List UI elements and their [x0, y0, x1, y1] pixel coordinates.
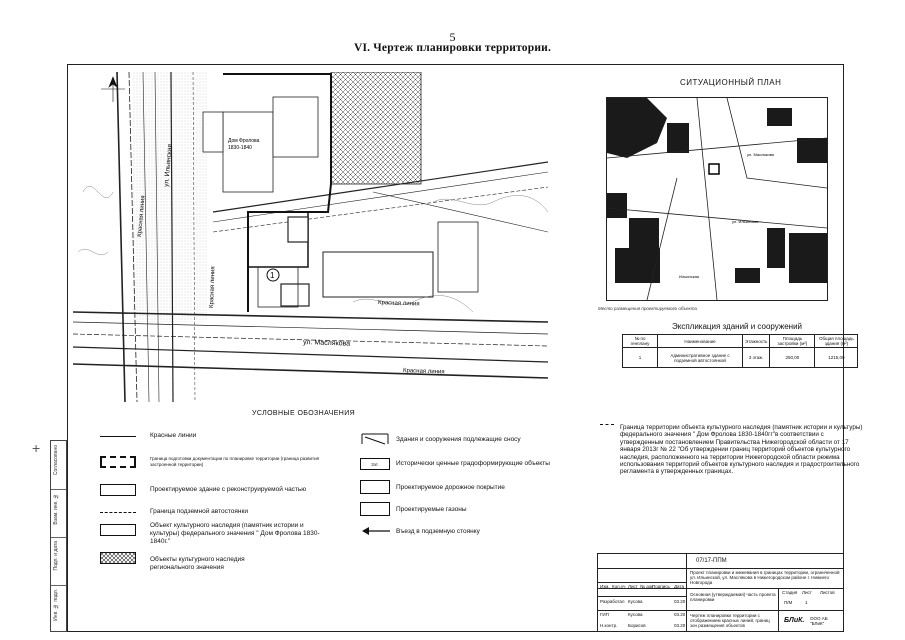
sign-date: 03.20 — [674, 599, 686, 604]
situation-label: ул. Маслякова — [747, 152, 774, 157]
legend-item-heritage-federal: Объект культурного наследия (памятник истории и культуры) федерального значения " Дом Фролова 1830-1840г." — [150, 522, 320, 545]
table-header: Площадь застройки (м²) — [770, 335, 815, 348]
situation-plan-map — [606, 97, 828, 301]
heritage-hatched-area — [331, 72, 421, 184]
heritage-regional-symbol — [100, 552, 136, 564]
signer-name: Борисов — [628, 623, 646, 628]
table-header: Этажность — [743, 335, 770, 348]
legend-item-lawns: Проектируемые газоны — [396, 506, 467, 513]
heritage-territory-symbol — [600, 424, 614, 425]
road-symbol — [360, 480, 390, 494]
col-header: Лист — [628, 584, 638, 589]
legend-item-road: Проектируемое дорожное покрытие — [396, 484, 505, 491]
legend-item-red-lines: Красные линии — [150, 432, 197, 439]
building-label: Дом Фролова — [228, 138, 260, 144]
site-plan-drawing — [73, 72, 548, 402]
signer-role: Н.контр. — [600, 623, 618, 628]
table-header: Общая площадь здания (м²) — [815, 335, 858, 348]
street-label: Красная линия — [137, 195, 147, 238]
stamp-field: Подп. и дата — [53, 541, 59, 571]
table-row — [623, 348, 858, 368]
situation-label: Ильинская — [679, 274, 699, 279]
entry-arrow-icon — [360, 524, 392, 538]
sign-date: 03.20 — [674, 623, 686, 628]
situation-label: ул. Ильинская — [732, 219, 759, 224]
table-cell: 250,00 — [770, 348, 815, 368]
col-header: № док — [640, 584, 654, 589]
legend-item-boundary: Граница подготовки документации по планировке территории (граница развития застроенной территории) — [150, 456, 320, 467]
legend-item-historic: Исторически ценные градоформирующие объекты — [396, 460, 550, 467]
company-name: ООО АБ "БЛиК" — [810, 616, 828, 626]
stamp-field: Взам. инв. № — [53, 493, 59, 525]
legend-title: УСЛОВНЫЕ ОБОЗНАЧЕНИЯ — [252, 410, 356, 417]
legend-item-reconstructed: Проектируемое здание с реконструируемой частью — [150, 486, 307, 493]
company-logo: БЛиК. — [784, 617, 805, 624]
explication-table — [622, 334, 858, 368]
drawing-name: Чертеж планировки территории с отображением красных линий, границ зон размещения объектов — [690, 613, 770, 628]
sheet-name: Основная (утверждаемая) часть проекта планировки — [690, 592, 776, 602]
doc-code: 07/17-ППМ — [696, 558, 727, 564]
table-cell: Административное здание с подземной автостоянкой — [658, 348, 743, 368]
street-label: Красная линия — [402, 368, 445, 376]
signer-role: ГИП — [600, 612, 609, 617]
left-side-stamp — [50, 440, 67, 632]
lawns-symbol — [360, 502, 390, 516]
sheet-value: 1 — [805, 600, 808, 605]
signer-name: Кусова — [628, 599, 643, 604]
street-label: ул. Ильинская — [163, 143, 174, 188]
parking-boundary-symbol — [100, 512, 136, 513]
table-cell: 1215,00 — [815, 348, 858, 368]
table-header: № по генплану — [623, 335, 658, 348]
legend-item-demolition: Здания и сооружения подлежащие сносу — [396, 436, 521, 443]
stage-header: Стадия — [782, 590, 798, 595]
building-label: 1830-1840 — [228, 145, 252, 151]
legend-item-entry: Въезд в подземную стоянку — [396, 528, 480, 535]
col-header: Кол.уч — [612, 584, 626, 589]
stamp-field: Согласовано — [53, 445, 59, 476]
demolition-symbol — [360, 432, 390, 446]
table-header: Наименование — [658, 335, 743, 348]
table-cell: 3 этаж. — [743, 348, 770, 368]
sheet-header: Лист — [802, 590, 812, 595]
situation-plan-caption: Место размещения проектируемого объекта — [598, 306, 697, 311]
parcel-number: 1 — [270, 271, 275, 280]
street-label: Красная линия — [209, 266, 217, 309]
red-line-symbol — [100, 436, 136, 437]
page-heading: VI. Чертеж планировки территории. — [353, 42, 552, 54]
legend-item-heritage-regional: Объекты культурного наследия регионального значения — [150, 556, 245, 571]
stamp-field: Инв. № подл. — [53, 589, 59, 621]
table-cell: 1 — [623, 348, 658, 368]
explication-title: Экспликация зданий и сооружений — [672, 322, 803, 331]
crosshair-mark: + — [32, 440, 41, 456]
heritage-federal-symbol — [100, 524, 136, 536]
street-label: Красная линия — [377, 300, 420, 308]
project-site-marker — [709, 164, 719, 174]
col-header: Подпись — [652, 584, 670, 589]
legend-item-parking-boundary: Граница подземной автостоянки — [150, 508, 248, 515]
page-number: 5 — [449, 30, 456, 44]
situation-plan-title: СИТУАЦИОННЫЙ ПЛАН — [680, 78, 782, 87]
signer-role: Разработал — [600, 599, 625, 604]
street-label: ул. Маслякова — [302, 339, 351, 348]
boundary-symbol — [100, 456, 136, 468]
col-header: Изм. — [600, 584, 610, 589]
historic-symbol: 3эт. — [360, 458, 390, 470]
col-header: Дата — [674, 584, 684, 589]
reconstructed-symbol — [100, 484, 136, 496]
stage-value: П/М — [784, 600, 793, 605]
sign-date: 03.20 — [674, 612, 686, 617]
project-name: Проект планировки и межевания в границах территории, ограниченной ул. Ильинской, ул. Маслякова в Нижегородском районе г. Нижнего Новгорода — [690, 570, 840, 585]
sheets-header: Листов — [820, 590, 835, 595]
title-block — [597, 553, 844, 632]
signer-name: Кусова — [628, 612, 643, 617]
heritage-note: Граница территории объекта культурного наследия (памятник истории и культуры) федерального значения " Дом Фролова 1830-1840гг"в соответствии с утвержденным постановлением Правительства Нижегородской области от 17 января 2013г № 22 "Об утверждении границ территорий объектов культурного наследия, расположенного на территории Нижегородской области режима использования территорий объектов культурного наследия и градостроительного регламента в утвержденных границах. — [620, 424, 863, 476]
